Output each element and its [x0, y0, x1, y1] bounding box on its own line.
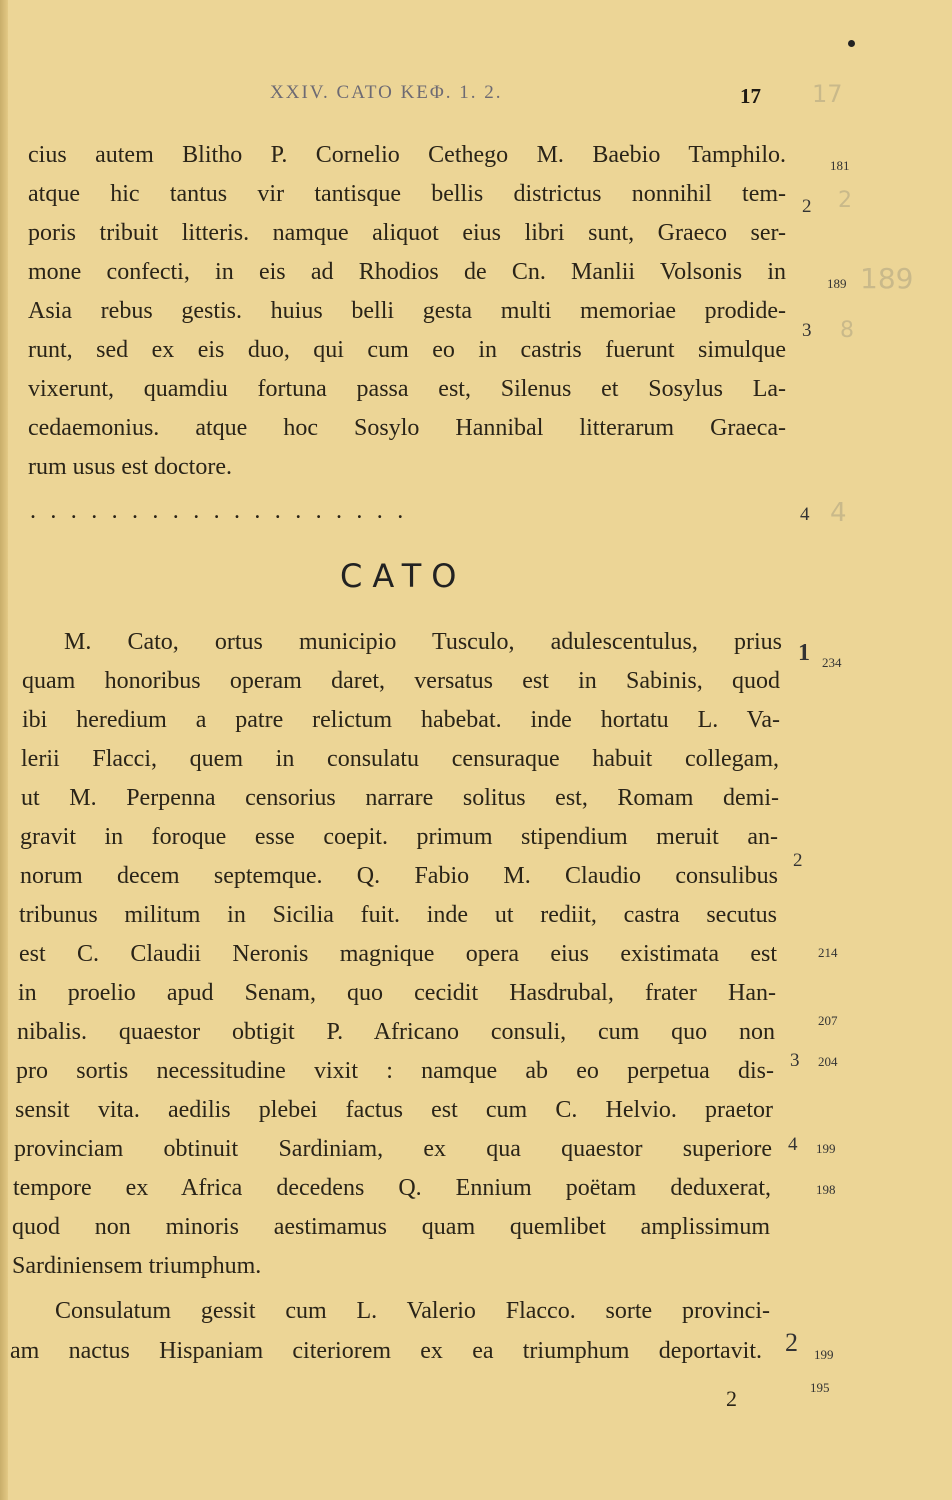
text-line: quam honoribus operam daret, versatus est in Sabinis, quod	[22, 668, 780, 694]
margin-number: 1	[798, 640, 810, 666]
omission-dots: ...................	[30, 498, 418, 524]
signature-mark: 2	[726, 1386, 737, 1411]
text-line: est C. Claudii Neronis magnique opera eius existimata est	[19, 941, 777, 967]
text-line: atque hic tantus vir tantisque bellis districtus nonnihil tem-	[28, 181, 786, 207]
text-line: quod non minoris aestimamus quam quemlibet amplissimum	[12, 1214, 770, 1240]
margin-year: 207	[818, 1013, 838, 1028]
page-edge	[0, 0, 8, 1500]
text-line: norum decem septemque. Q. Fabio M. Claudio consulibus	[20, 863, 778, 889]
margin-number: 4	[800, 504, 810, 525]
margin-number: 4	[788, 1134, 798, 1155]
margin-year: 199	[816, 1141, 836, 1156]
margin-year: 214	[818, 945, 838, 960]
pencil-note: 2	[838, 188, 852, 213]
ink-dot	[848, 40, 855, 47]
text-line: ibi heredium a patre relictum habebat. inde hortatu L. Va-	[22, 707, 780, 733]
margin-year: 234	[822, 655, 842, 670]
margin-year: 189	[827, 276, 847, 291]
section-title: CATO	[340, 557, 467, 595]
text-line: tempore ex Africa decedens Q. Ennium poëtam deduxerat,	[13, 1175, 771, 1201]
text-line: runt, sed ex eis duo, qui cum eo in castris fuerunt simulque	[28, 337, 786, 363]
margin-year: 204	[818, 1054, 838, 1069]
text-line: mone confecti, in eis ad Rhodios de Cn. Manlii Volsonis in	[28, 259, 786, 285]
margin-number: 3	[790, 1050, 800, 1071]
text-line: gravit in foroque esse coepit. primum stipendium meruit an-	[20, 824, 778, 850]
text-line: provinciam obtinuit Sardiniam, ex qua quaestor superiore	[14, 1136, 772, 1162]
text-line: lerii Flacci, quem in consulatu censuraque habuit collegam,	[21, 746, 779, 772]
margin-number: 3	[802, 320, 812, 341]
text-line: nibalis. quaestor obtigit P. Africano consuli, cum quo non	[17, 1019, 775, 1045]
text-line: cedaemonius. atque hoc Sosylo Hannibal litterarum Graeca-	[28, 415, 786, 441]
pencil-note: 189	[860, 262, 914, 295]
margin-number: 2	[793, 850, 803, 871]
margin-number: 2	[785, 1328, 798, 1357]
margin-year: 195	[810, 1380, 830, 1395]
text-line: Asia rebus gestis. huius belli gesta multi memoriae prodide-	[28, 298, 786, 324]
text-line: pro sortis necessitudine vixit : namque ab eo perpetua dis-	[16, 1058, 774, 1084]
margin-year: 199	[814, 1347, 834, 1362]
text-line: rum usus est doctore.	[28, 454, 232, 480]
margin-year: 198	[816, 1182, 836, 1197]
text-line: poris tribuit litteris. namque aliquot eius libri sunt, Graeco ser-	[28, 220, 786, 246]
text-line: Consulatum gessit cum L. Valerio Flacco. sorte provinci-	[55, 1298, 770, 1324]
text-line: cius autem Blitho P. Cornelio Cethego M. Baebio Tamphilo.	[28, 142, 786, 168]
text-line: ut M. Perpenna censorius narrare solitus est, Romam demi-	[21, 785, 779, 811]
text-line: M. Cato, ortus municipio Tusculo, adulescentulus, prius	[64, 629, 782, 655]
text-line: vixerunt, quamdiu fortuna passa est, Silenus et Sosylus La-	[28, 376, 786, 402]
margin-number: 2	[802, 196, 812, 217]
page-number: 17	[740, 84, 761, 108]
text-line: am nactus Hispaniam citeriorem ex ea triumphum deportavit.	[10, 1338, 762, 1364]
pencil-page-number: 17	[812, 80, 843, 108]
running-title: XXIV. CATO ΚΕΦ. 1. 2.	[270, 82, 503, 103]
text-line: tribunus militum in Sicilia fuit. inde ut rediit, castra secutus	[19, 902, 777, 928]
text-line: Sardiniensem triumphum.	[12, 1253, 262, 1279]
text-line: sensit vita. aedilis plebei factus est cum C. Helvio. praetor	[15, 1097, 773, 1123]
pencil-note: 4	[830, 498, 847, 528]
text-line: in proelio apud Senam, quo cecidit Hasdrubal, frater Han-	[18, 980, 776, 1006]
pencil-note: 8	[840, 318, 854, 343]
margin-year: 181	[830, 158, 850, 173]
